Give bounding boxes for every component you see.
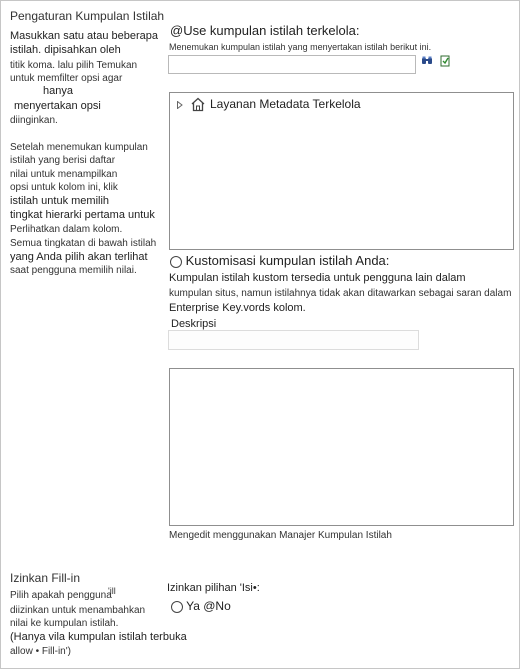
fill-in-title: Izinkan Fill-in	[10, 571, 81, 585]
term-desc-line: Masukkan satu atau beberapa	[10, 30, 158, 42]
term-desc-line: hanya	[43, 85, 73, 97]
custom-info-line: Kumpulan istilah kustom tersedia untuk pengguna lain dalam	[169, 272, 466, 284]
term-desc-line: istilah. dipisahkan oleh	[10, 44, 121, 56]
term-desc2-line: opsi untuk kolom ini, klik	[10, 182, 118, 193]
custom-term-set-option[interactable]	[170, 253, 389, 268]
binoculars-icon[interactable]	[421, 55, 433, 67]
fill-in-desc-line: allow • Fill-in')	[10, 646, 71, 657]
fill-in-desc-line: (Hanya vila kumpulan istilah terbuka	[10, 631, 187, 643]
term-desc-line: diinginkan.	[10, 115, 58, 126]
fill-in-desc-line: 'ill	[108, 586, 116, 596]
radio-icon[interactable]	[170, 256, 182, 268]
description-input[interactable]	[168, 330, 419, 350]
term-desc2-line: tingkat hierarki pertama untuk	[10, 209, 155, 221]
fill-in-option-label: Ya @No	[186, 599, 231, 613]
custom-info-line: Enterprise Key.vords kolom.	[169, 302, 306, 314]
browse-icon[interactable]	[439, 55, 451, 67]
fill-in-desc-line: Pilih apakah pengguna	[10, 590, 112, 601]
term-desc2-line: Semua tingkatan di bawah istilah	[10, 238, 157, 249]
term-desc2-line: istilah yang berisi daftar	[10, 155, 116, 166]
fill-in-desc-line: diizinkan untuk menambahkan	[10, 605, 146, 616]
custom-info-line: kumpulan situs, namun istilahnya tidak akan ditawarkan sebagai saran dalam	[169, 288, 512, 299]
custom-term-set-label: Kustomisasi kumpulan istilah Anda:	[185, 253, 390, 268]
term-desc2-line: nilai untuk menampilkan	[10, 169, 118, 180]
use-managed-term-set-radio[interactable]: @Use kumpulan istilah terkelola:	[170, 23, 360, 38]
term-desc2-line: Perlihatkan dalam kolom.	[10, 224, 123, 235]
term-set-tree[interactable]	[169, 92, 514, 250]
custom-terms-textarea[interactable]	[169, 368, 514, 526]
term-desc-line: untuk memfilter opsi agar	[10, 73, 123, 84]
term-desc-line: menyertakan opsi	[14, 100, 101, 112]
expand-arrow-icon[interactable]	[176, 101, 184, 109]
radio-icon[interactable]	[171, 601, 183, 613]
fill-in-option[interactable]	[171, 599, 231, 613]
term-desc-line: titik koma. lalu pilih Temukan	[10, 60, 138, 71]
fill-in-desc-line: nilai ke kumpulan istilah.	[10, 618, 119, 629]
home-icon	[190, 97, 206, 112]
term-search-input[interactable]	[168, 55, 416, 74]
fill-in-question: Izinkan pilihan 'Isi•:	[167, 582, 260, 594]
description-label: Deskripsi	[171, 318, 217, 330]
find-hint: Menemukan kumpulan istilah yang menyertakan istilah berikut ini.	[169, 42, 432, 52]
term-desc2-line: yang Anda pilih akan terlihat	[10, 251, 148, 263]
edit-term-store-link[interactable]: Mengedit menggunakan Manajer Kumpulan Istilah	[169, 530, 392, 541]
tree-root-label[interactable]: Layanan Metadata Terkelola	[210, 97, 361, 111]
term-settings-title: Pengaturan Kumpulan Istilah	[10, 9, 165, 23]
term-desc2-line: saat pengguna memilih nilai.	[10, 265, 137, 276]
term-desc2-line: Setelah menemukan kumpulan	[10, 142, 148, 153]
term-desc2-line: istilah untuk memilih	[10, 195, 110, 207]
